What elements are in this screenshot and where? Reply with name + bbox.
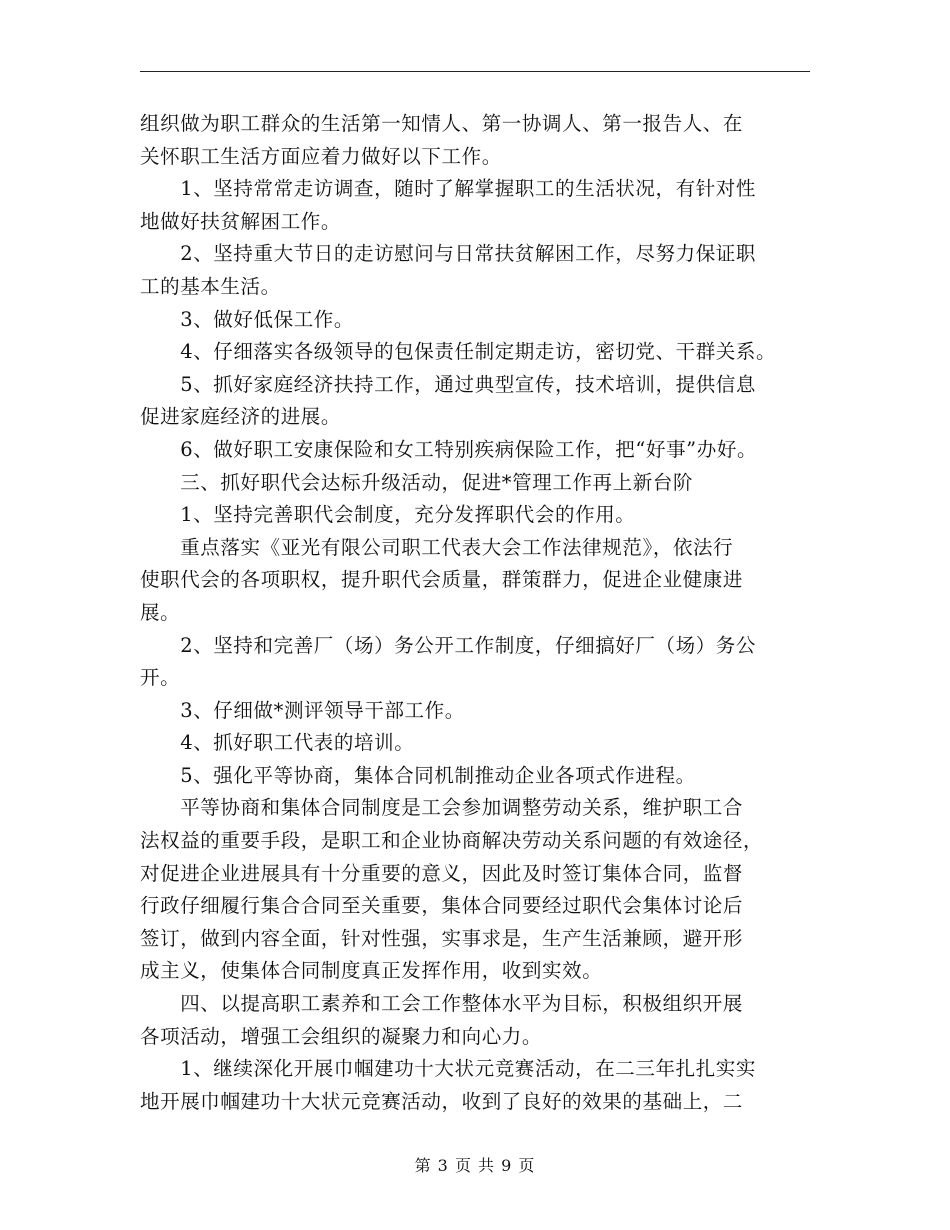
text-line: 平等协商和集体合同制度是工会参加调整劳动关系，维护职工合 [140, 796, 744, 820]
text-line: 地做好扶贫解困工作。 [140, 209, 342, 233]
text-line: 开。 [140, 666, 181, 690]
text-line: 4、抓好职工代表的培训。 [140, 731, 415, 755]
text-line: 行政仔细履行集合合同至关重要，集体合同要经过职代会集体讨论后 [140, 894, 744, 918]
text-line: 3、做好低保工作。 [140, 307, 355, 331]
text-line: 成主义，使集体合同制度真正发挥作用，收到实效。 [140, 959, 603, 983]
text-line: 关怀职工生活方面应着力做好以下工作。 [140, 144, 502, 168]
text-line: 四、以提高职工素养和工会工作整体水平为目标，积极组织开展 [140, 992, 744, 1016]
text-line: 1、坚持常常走访调查，随时了解掌握职工的生活状况，有针对性 [140, 177, 757, 201]
text-line: 1、继续深化开展巾帼建功十大状元竞赛活动，在二三年扎扎实实 [140, 1057, 757, 1081]
text-line: 重点落实《亚光有限公司职工代表大会工作法律规范》，依法行 [140, 535, 734, 559]
text-line: 5、抓好家庭经济扶持工作，通过典型宣传，技术培训，提供信息 [140, 372, 757, 396]
document-body [140, 108, 816, 1118]
page-footer: 第 3 页 共 9 页 [414, 1156, 536, 1175]
text-line: 6、做好职工安康保险和女工特别疾病保险工作，把“好事”办好。 [140, 437, 758, 461]
text-line: 对促进企业进展具有十分重要的意义，因此及时签订集体合同，监督 [140, 861, 744, 885]
text-line: 三、抓好职代会达标升级活动，促进*管理工作再上新台阶 [140, 470, 694, 494]
text-line: 法权益的重要手段，是职工和企业协商解决劳动关系问题的有效途径， [140, 829, 764, 853]
text-line: 各项活动，增强工会组织的凝聚力和向心力。 [140, 1024, 543, 1048]
text-line: 组织做为职工群众的生活第一知情人、第一协调人、第一报告人、在 [140, 112, 744, 135]
text-line: 1、坚持完善职代会制度，充分发挥职代会的作用。 [140, 503, 636, 527]
text-line: 3、仔细做*测评领导干部工作。 [140, 698, 465, 722]
text-line: 使职代会的各项职权，提升职代会质量，群策群力，促进企业健康进 [140, 568, 744, 592]
text-line: 促进家庭经济的进展。 [140, 405, 342, 429]
text-line: 地开展巾帼建功十大状元竞赛活动，收到了良好的效果的基础上，二 [140, 1089, 744, 1113]
text-line: 签订，做到内容全面，针对性强，实事求是，生产生活兼顾，避开形 [140, 926, 744, 950]
text-line: 5、强化平等协商，集体合同机制推动企业各项式作进程。 [140, 763, 696, 787]
text-line: 展。 [140, 600, 181, 624]
text-line: 2、坚持和完善厂（场）务公开工作制度，仔细搞好厂（场）务公 [140, 633, 757, 657]
text-line: 2、坚持重大节日的走访慰问与日常扶贫解困工作，尽努力保证职 [140, 242, 757, 266]
text-line: 4、仔细落实各级领导的包保责任制定期走访，密切党、干群关系。 [140, 340, 777, 364]
header-rule [140, 71, 810, 72]
text-line: 工的基本生活。 [140, 274, 281, 298]
